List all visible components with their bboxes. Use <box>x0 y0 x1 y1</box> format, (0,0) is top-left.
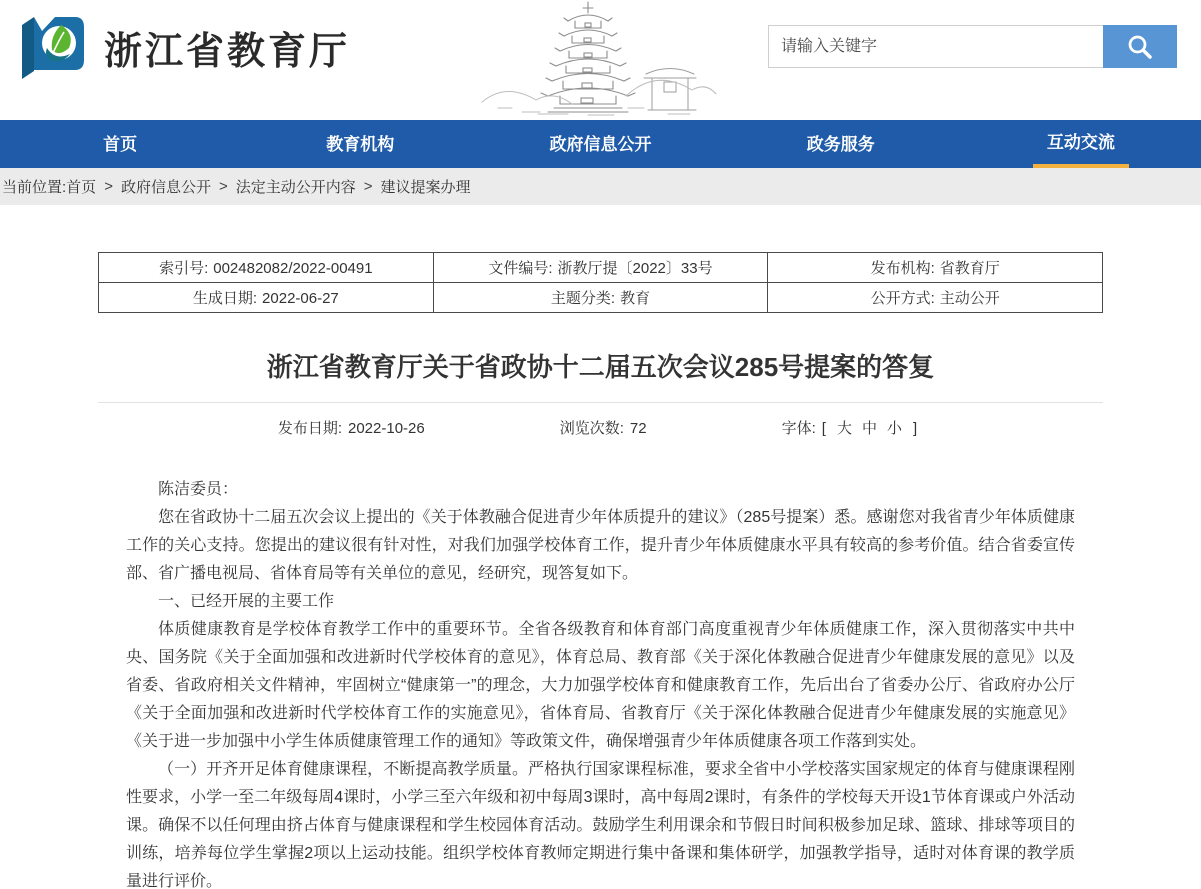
cell-label: 主题分类: <box>550 290 616 307</box>
doc-issuing-agency-cell <box>768 253 1103 283</box>
doc-file-number-cell <box>433 253 768 283</box>
paragraph-salutation: 陈洁委员： <box>158 481 239 498</box>
logo-book-leaf-icon <box>14 12 92 82</box>
search-bar <box>768 25 1177 68</box>
cell-label: 发布机构: <box>870 260 935 277</box>
site-title: 浙江省教育厅 <box>104 30 351 73</box>
site-header <box>0 0 1201 120</box>
nav-item-government-info-disclosure[interactable] <box>480 120 720 168</box>
publish-date <box>278 417 425 438</box>
nav-item-label: 首页 <box>103 135 138 154</box>
font-size-widget <box>782 417 924 438</box>
font-size-medium-button[interactable]: 中 <box>861 420 877 437</box>
table-row <box>99 283 1103 313</box>
breadcrumb-separator: > <box>104 178 113 195</box>
nav-item-education-institutions[interactable] <box>240 120 480 168</box>
breadcrumb-separator: > <box>363 178 373 195</box>
doc-topic-category-cell <box>433 283 768 313</box>
font-size-label: 字体: <box>781 420 816 437</box>
nav-item-label: 政务服务 <box>806 135 875 154</box>
document-container <box>98 252 1103 889</box>
nav-item-label: 教育机构 <box>326 135 395 154</box>
cell-value: 浙教厅提〔2022〕33号 <box>557 260 713 277</box>
cell-label: 文件编号: <box>488 260 553 277</box>
cell-value: 2022-06-27 <box>262 290 339 307</box>
main-nav <box>0 120 1201 168</box>
search-input[interactable] <box>768 25 1103 68</box>
pagoda-sketch-illustration <box>478 0 718 118</box>
nav-item-label: 政府信息公开 <box>549 135 652 154</box>
search-icon <box>1125 32 1155 62</box>
view-count <box>560 417 647 438</box>
breadcrumb-item-proposal-handling[interactable]: 建议提案办理 <box>380 179 471 196</box>
paragraph-subsection-one: （一）开齐开足体育健康课程，不断提高教学质量。严格执行国家课程标准，要求全省中小学校落实国家规定的体育与健康课程刚性要求，小学一至二年级每周4课时，小学三至六年级和初中每周3课时，高中每周2课时，有条件的学校每天开设1节体育课或户外活动课。确保不以任何理由挤占体育与健康课程和学生校园体育活动。鼓励学生利用课余和节假日时间积极参加足球、篮球、排球等项目的训练，培养每位学生掌握2项以上运动技能。组织学校体育教师定期进行集中备课和集体研学，加强教学指导，适时对体育课的教学质量进行评价。 <box>126 761 1075 889</box>
cell-value: 002482082/2022-00491 <box>213 260 373 277</box>
publish-date-label: 发布日期: <box>277 420 342 437</box>
article-meta-row <box>98 402 1103 438</box>
paragraph-section-heading: 一、已经开展的主要工作 <box>158 593 335 610</box>
doc-index-number-cell <box>99 253 434 283</box>
publish-date-value: 2022-10-26 <box>348 420 425 437</box>
cell-label: 生成日期: <box>192 290 258 307</box>
doc-info-table <box>98 252 1103 313</box>
cell-label: 公开方式: <box>870 290 935 307</box>
bracket-close: ] <box>912 420 918 437</box>
nav-item-government-services[interactable] <box>721 120 961 168</box>
nav-item-home[interactable] <box>0 120 240 168</box>
cell-label: 索引号: <box>159 260 209 277</box>
page-title: 浙江省教育厅关于省政协十二届五次会议285号提案的答复 <box>266 352 935 382</box>
breadcrumb <box>0 168 1201 205</box>
nav-item-interaction[interactable] <box>961 120 1201 168</box>
breadcrumb-separator: > <box>218 178 228 195</box>
nav-item-label: 互动交流 <box>1033 120 1129 168</box>
breadcrumb-item-home[interactable]: 首页 <box>66 179 97 196</box>
breadcrumb-item-statutory-disclosure[interactable]: 法定主动公开内容 <box>235 179 356 196</box>
article-body <box>98 476 1103 889</box>
view-count-label: 浏览次数: <box>559 420 624 437</box>
doc-disclosure-method-cell <box>768 283 1103 313</box>
cell-value: 主动公开 <box>939 290 1000 307</box>
breadcrumb-prefix: 当前位置: <box>2 179 67 196</box>
cell-value: 教育 <box>620 290 651 307</box>
search-button[interactable] <box>1103 25 1177 68</box>
paragraph-intro: 您在省政协十二届五次会议上提出的《关于体教融合促进青少年体质提升的建议》（285号提案）悉。感谢您对我省青少年体质健康工作的关心支持。您提出的建议很有针对性，对我们加强学校体育工作，提升青少年体质健康水平具有较高的参考价值。结合省委宣传部、省广播电视局、省体育局等有关单位的意见，经研究，现答复如下。 <box>126 509 1075 582</box>
breadcrumb-item-gov-info[interactable]: 政府信息公开 <box>120 179 211 196</box>
font-size-small-button[interactable]: 小 <box>886 420 902 437</box>
bracket-open: [ <box>821 420 826 437</box>
site-logo[interactable] <box>14 12 350 82</box>
view-count-value: 72 <box>629 420 647 437</box>
cell-value: 省教育厅 <box>939 260 1000 277</box>
doc-creation-date-cell <box>99 283 434 313</box>
font-size-large-button[interactable]: 大 <box>836 420 852 437</box>
table-row <box>99 253 1103 283</box>
paragraph-section-body: 体质健康教育是学校体育教学工作中的重要环节。全省各级教育和体育部门高度重视青少年体质健康工作，深入贯彻落实中共中央、国务院《关于全面加强和改进新时代学校体育的意见》，体育总局、教育部《关于深化体教融合促进青少年健康发展的意见》以及省委、省政府相关文件精神，牢固树立“健康第一”的理念，大力加强学校体育和健康教育工作，先后出台了省委办公厅、省政府办公厅《关于全面加强和改进新时代学校体育工作的实施意见》，省体育局、省教育厅《关于深化体教融合促进青少年健康发展的实施意见》《关于进一步加强中小学生体质健康管理工作的通知》等政策文件，确保增强青少年体质健康各项工作落到实处。 <box>126 621 1075 750</box>
